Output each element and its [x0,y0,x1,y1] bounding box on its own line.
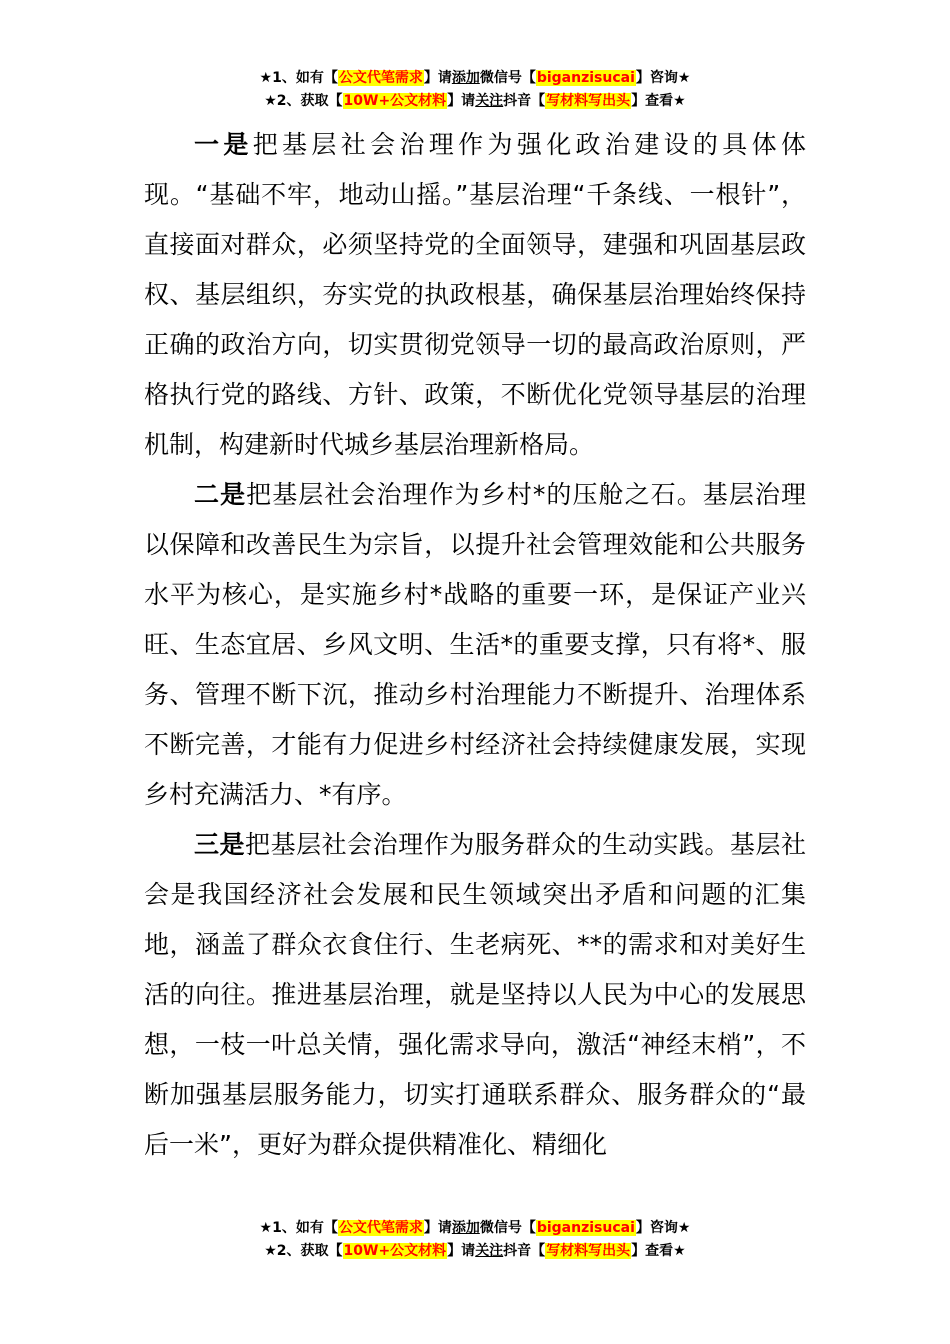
header-line-1-underline: 添加 [451,70,480,86]
footer-line-2-highlight-2: 写材料写出头 [546,1243,631,1259]
footer-line-2-highlight-1: 10W+公文材料 [343,1243,447,1259]
paragraph-1-lead: 一是 [194,130,253,159]
header-banner [0,67,950,113]
footer-line-1-text-4: 】咨询★ [635,1220,691,1236]
header-line-2-highlight-2: 写材料写出头 [546,93,631,109]
footer-line-1-text-3: 微信号【 [479,1220,536,1236]
header-line-1-highlight-1: 公文代笔需求 [338,70,423,86]
footer-line-2 [0,1240,950,1263]
header-line-2-text-2: 】请 [447,93,476,109]
header-line-1-highlight-2: biganzisucai [536,70,635,86]
footer-line-1-text-1: ★1、如有【 [259,1220,338,1236]
header-line-1-text-4: 】咨询★ [635,70,691,86]
footer-line-1-highlight-1: 公文代笔需求 [338,1220,423,1236]
paragraph-2-lead: 二是 [194,480,247,509]
footer-line-2-text-2: 】请 [447,1243,476,1259]
header-line-1-text-2: 】请 [423,70,452,86]
header-line-1-text-1: ★1、如有【 [259,70,338,86]
footer-line-1-highlight-2: biganzisucai [536,1220,635,1236]
paragraph-3 [144,820,806,1170]
paragraph-3-lead: 三是 [194,830,246,859]
footer-banner [0,1217,950,1263]
header-line-2 [0,90,950,113]
header-line-1 [0,67,950,90]
footer-line-1-text-2: 】请 [423,1220,452,1236]
document-body [144,120,806,1170]
paragraph-2-text: 把基层社会治理作为乡村*的压舱之石。基层治理以保障和改善民生为宗旨，以提升社会管理效能和公共服务水平为核心，是实施乡村*战略的重要一环，是保证产业兴旺、生态宜居、乡风文明、生活*的重要支撑，只有将*、服务、管理不断下沉，推动乡村治理能力不断提升、治理体系不断完善，才能有力促进乡村经济社会持续健康发展，实现乡村充满活力、*有序。 [144,480,806,809]
footer-line-1-underline: 添加 [451,1220,480,1236]
header-line-2-text-1: ★2、获取【 [264,93,343,109]
footer-line-2-text-4: 】查看★ [631,1243,686,1259]
paragraph-3-text: 把基层社会治理作为服务群众的生动实践。基层社会是我国经济社会发展和民生领域突出矛盾和问题的汇集地，涵盖了群众衣食住行、生老病死、**的需求和对美好生活的向往。推进基层治理，就是坚持以人民为中心的发展思想，一枝一叶总关情，强化需求导向，激活“神经末梢”，不断加强基层服务能力，切实打通联系群众、服务群众的“最后一米”，更好为群众提供精准化、精细化 [144,830,806,1159]
header-line-2-text-3: 抖音【 [503,93,546,109]
footer-line-2-text-3: 抖音【 [503,1243,546,1259]
paragraph-2 [144,470,806,820]
paragraph-1-text: 把基层社会治理作为强化政治建设的具体体现。“基础不牢，地动山摇。”基层治理“千条线、一根针”，直接面对群众，必须坚持党的全面领导，建强和巩固基层政权、基层组织，夯实党的执政根基，确保基层治理始终保持正确的政治方向，切实贯彻党领导一切的最高政治原则，严格执行党的路线、方针、政策，不断优化党领导基层的治理机制，构建新时代城乡基层治理新格局。 [144,130,806,459]
footer-line-2-underline: 关注 [475,1243,504,1259]
header-line-1-text-3: 微信号【 [479,70,536,86]
header-line-2-text-4: 】查看★ [631,93,686,109]
header-line-2-highlight-1: 10W+公文材料 [343,93,447,109]
header-line-2-underline: 关注 [475,93,504,109]
footer-line-2-text-1: ★2、获取【 [264,1243,343,1259]
paragraph-1 [144,120,806,470]
footer-line-1 [0,1217,950,1240]
